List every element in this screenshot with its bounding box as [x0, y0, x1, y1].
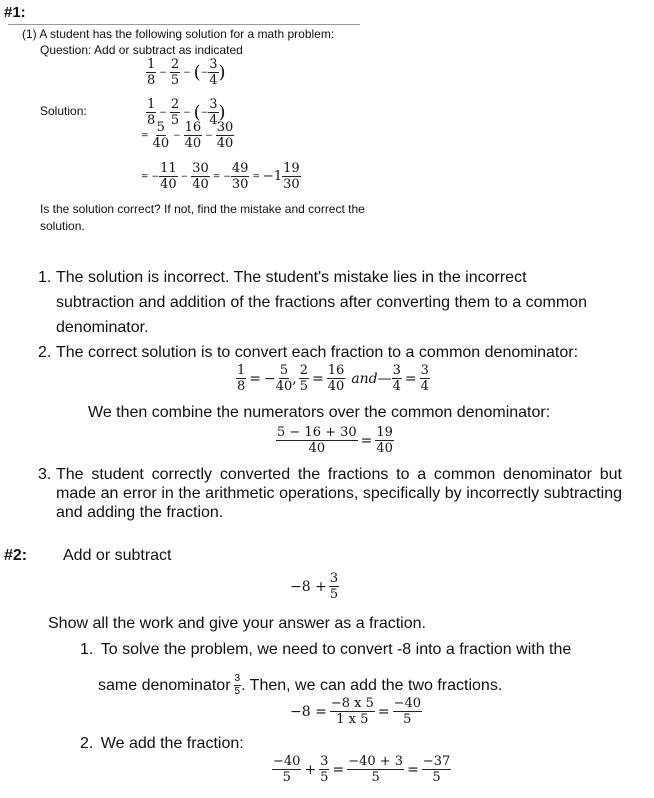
combine-text: We then combine the numerators over the common denominator:: [88, 404, 551, 421]
step-1-line-2: same denominator $\frac{3}{5}$ . Then, we can add the two fractions.: [98, 673, 503, 697]
divider: [8, 24, 360, 25]
step-2: 2. We add the fraction:: [80, 735, 244, 752]
problem-1-intro: (1) A student has the following solution for a math problem:: [22, 27, 335, 41]
fraction-c: $\frac{3}{4}$: [209, 57, 218, 88]
step-2-sum: $\frac{-40}{5}$ + $\frac{3}{5}$ = $\frac{-40 + 3}{5}$ = $\frac{-37}{5}$: [273, 754, 451, 785]
problem-2-label: #2:: [4, 547, 28, 564]
solution-step-1: $\frac{1}{8}$ − $\frac{2}{5}$ − ( − $\frac{3}{4}$ ): [147, 97, 226, 128]
fraction-a: $\frac{1}{8}$: [147, 57, 156, 88]
solution-label: Solution:: [40, 104, 87, 118]
question-line: Question: Add or subtract as indicated: [40, 43, 243, 57]
problem-1-label: #1:: [4, 4, 26, 21]
answer-2: 2. The correct solution is to convert each fraction to a common denominator:: [38, 344, 579, 361]
problem-2-prompt: Add or subtract: [63, 547, 172, 564]
combine-equation: $\frac{5 - 16 + 30}{40}$ = $\frac{19}{40}$: [277, 425, 393, 456]
instruction: Show all the work and give your answer as a fraction.: [48, 615, 426, 632]
question-expression: $\frac{1}{8}$ − $\frac{2}{5}$ − ( − $\frac{3}{4}$ ): [147, 57, 226, 88]
answer-1: 1. The solution is incorrect. The student's mistake lies in the incorrect subtraction and addition of the fractions after converting them to a common denominator.: [38, 269, 587, 336]
solution-step-2: = $\frac{5}{40}$ − $\frac{16}{40}$ − $\frac{30}{40}$: [141, 120, 234, 151]
conversion-equation: $\frac{1}{8}$ = − $\frac{5}{40}$ , $\frac{2}{5}$ = $\frac{16}{40}$ and — $\frac{3}{4}$ = $\frac{3}{4}$: [237, 363, 429, 394]
step-1-conversion: −8 = $\frac{-8 x 5}{1 x 5}$ = $\frac{-40}{5}$: [290, 696, 422, 727]
solution-step-3: = − $\frac{11}{40}$ − $\frac{30}{40}$ = − $\frac{49}{30}$ = − 1 $\frac{19}{30}$: [141, 161, 300, 192]
fraction-b: $\frac{2}{5}$: [170, 57, 180, 88]
check-question: Is the solution correct? If not, find the mistake and correct the solution.: [40, 202, 365, 233]
step-1: 1. To solve the problem, we need to convert -8 into a fraction with the: [80, 641, 572, 658]
answer-3: 3. The student correctly converted the fractions to a common denominator but made an error in the arithmetic operations, specifically by incorrectly subtracting and adding the fraction.: [38, 466, 622, 521]
problem-2-expression: −8 + $\frac{3}{5}$: [290, 571, 339, 602]
